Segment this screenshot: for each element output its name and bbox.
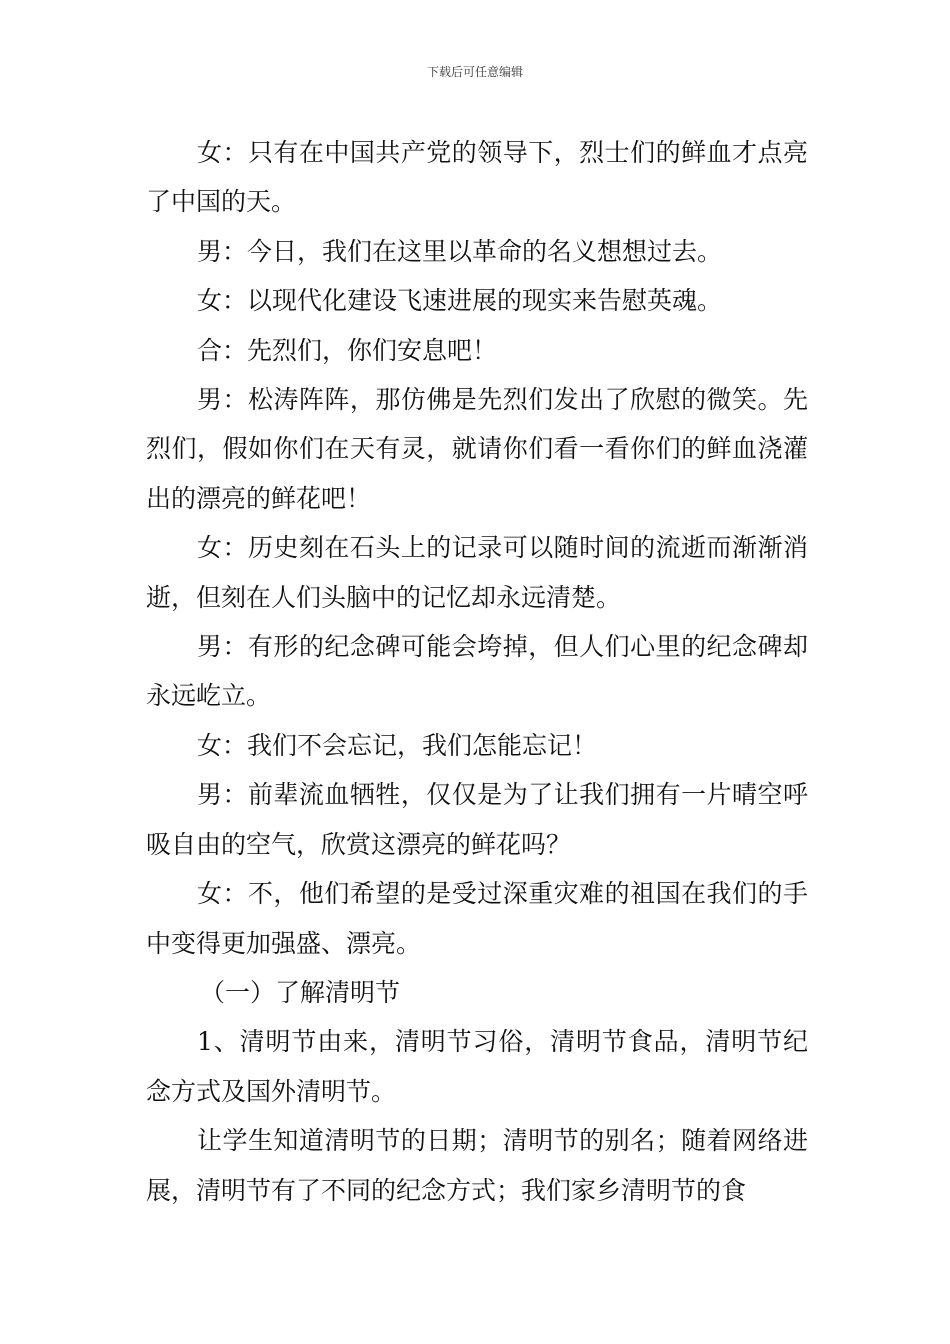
page-header: 下载后可任意编辑 [426,65,523,79]
paragraph: 男：前辈流血牺牲，仅仅是为了让我们拥有一片晴空呼吸自由的空气，欣赏这漂亮的鲜花吗？ [146,780,808,859]
paragraph: 男：今日，我们在这里以革命的名义想想过去。 [197,236,723,266]
paragraph: 女：只有在中国共产党的领导下，烈士们的鲜血才点亮了中国的天。 [146,138,808,217]
paragraph: 女：以现代化建设飞速进展的现实来告慰英魂。 [197,286,723,316]
paragraph: 合：先烈们，你们安息吧！ [197,335,498,365]
paragraph: 让学生知道清明节的日期；清明节的别名；随着网络进展，清明节有了不同的纪念方式；我们家乡清明节的食 [146,1126,808,1205]
paragraph: 女：不，他们希望的是受过深重灾难的祖国在我们的手中变得更加强盛、漂亮。 [146,879,808,958]
paragraph: 女：我们不会忘记，我们怎能忘记！ [197,730,598,760]
paragraph: 女：历史刻在石头上的记录可以随时间的流逝而渐渐消逝，但刻在人们头脑中的记忆却永远清楚。 [146,533,808,612]
paragraph: 1、清明节由来，清明节习俗，清明节食品，清明节纪念方式及国外清明节。 [146,1027,808,1106]
paragraph: 男：有形的纪念碑可能会垮掉，但人们心里的纪念碑却永远屹立。 [146,632,808,711]
paragraph: 男：松涛阵阵，那仿佛是先烈们发出了欣慰的微笑。先烈们，假如你们在天有灵，就请你们看一看你们的鲜血浇灌出的漂亮的鲜花吧！ [146,385,808,513]
section-heading: （一）了解清明节 [200,977,401,1007]
document-body [146,128,808,1215]
